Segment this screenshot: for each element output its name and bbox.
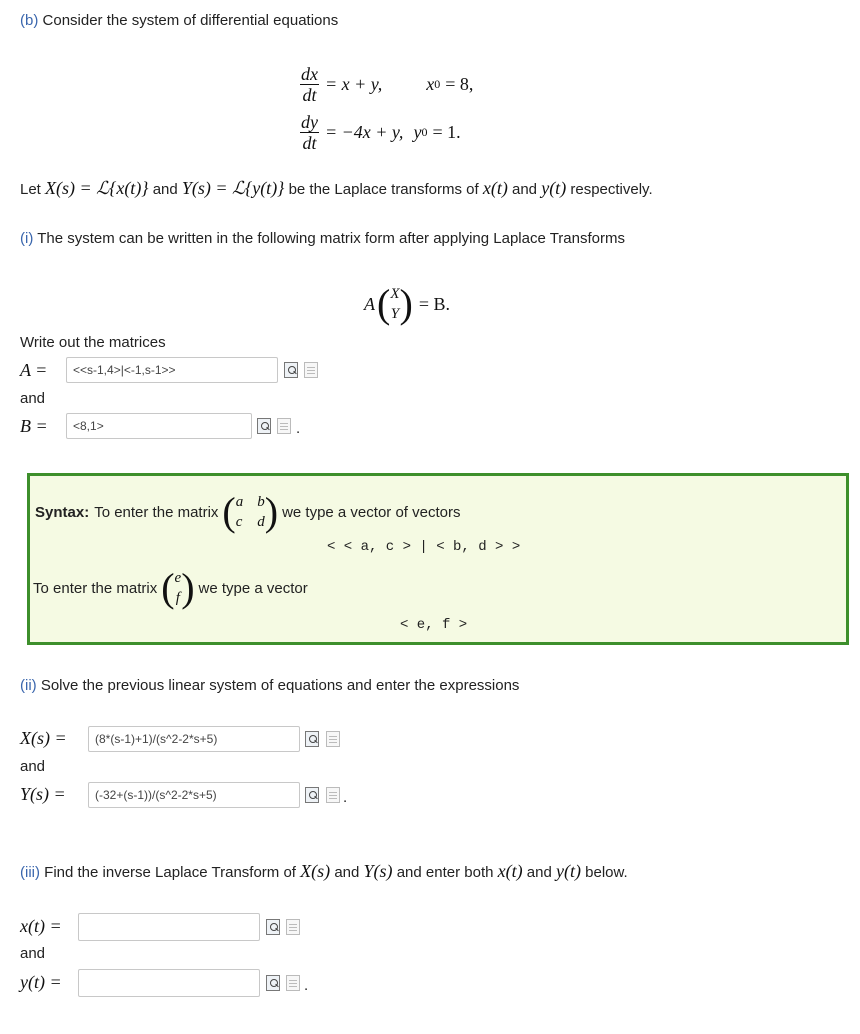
syntax-line1-after: we type a vector of vectors xyxy=(282,503,461,521)
part-iii-text-2: and xyxy=(334,864,360,881)
and-text-3: and xyxy=(20,945,46,962)
let-text-2: and xyxy=(152,181,178,198)
part-iii-label: (iii) xyxy=(20,864,40,881)
eq1-init-var: x xyxy=(426,73,435,94)
A-preview-icon[interactable] xyxy=(284,362,298,378)
yt-label: y(t) = xyxy=(20,972,62,992)
part-b-heading xyxy=(20,12,338,29)
eq2-init-var: y xyxy=(413,121,422,142)
let-text-3: be the Laplace transforms of xyxy=(288,181,479,198)
syntax-vector-lparen: ( xyxy=(161,565,175,610)
eq1-init-val: = 8, xyxy=(445,73,474,94)
Ys-label: Y(s) = xyxy=(20,784,66,804)
Ys-preview-icon[interactable] xyxy=(305,787,319,803)
let-math-x: x(t) xyxy=(482,178,508,198)
syntax-f: f xyxy=(175,590,180,606)
yt-help-icon[interactable] xyxy=(286,975,300,991)
eq2-rhs: = −4x + y, xyxy=(325,121,404,142)
syntax-d: d xyxy=(257,514,265,530)
Ys-input[interactable] xyxy=(88,782,300,808)
Xs-input[interactable] xyxy=(88,726,300,752)
part-iii-math-y: y(t) xyxy=(555,861,581,881)
syntax-code-vector: < e, f > xyxy=(400,617,468,633)
B-matrix-input[interactable] xyxy=(66,413,252,439)
xt-help-icon[interactable] xyxy=(286,919,300,935)
B-help-icon[interactable] xyxy=(277,418,291,434)
syntax-matrix-line xyxy=(35,484,460,540)
part-ii-text: Solve the previous linear system of equations and enter the expressions xyxy=(40,677,520,694)
let-text-4: and xyxy=(512,181,538,198)
xt-label: x(t) = xyxy=(20,916,62,936)
eq2-numerator: dy xyxy=(301,111,318,132)
matrix-eq-A: A xyxy=(364,293,375,314)
ode-eq2 xyxy=(300,108,461,156)
laplace-definition-line xyxy=(20,178,653,199)
Xs-preview-icon[interactable] xyxy=(305,731,319,747)
part-i-label: (i) xyxy=(20,230,34,247)
syntax-help-box xyxy=(27,473,849,645)
let-math-y: y(t) xyxy=(541,178,567,198)
Xs-label: X(s) = xyxy=(20,728,67,748)
let-math-Y: Y(s) = ℒ{y(t)} xyxy=(181,178,285,198)
eq2-init-val: = 1. xyxy=(432,121,461,142)
eq1-init-sub: 0 xyxy=(434,76,441,91)
ode-system xyxy=(300,60,580,156)
syntax-vector-rparen: ) xyxy=(181,565,195,610)
Ys-period: . xyxy=(343,789,348,806)
xt-input[interactable] xyxy=(78,913,260,941)
part-ii-label: (ii) xyxy=(20,677,37,694)
part-i-heading xyxy=(20,230,625,247)
matrix-eq-rhs: = B. xyxy=(418,293,450,314)
B-label: B = xyxy=(20,416,48,436)
part-iii-text-4: and xyxy=(526,864,552,881)
syntax-code-matrix: < < a, c > | < b, d > > xyxy=(327,539,521,555)
syntax-matrix-rparen: ) xyxy=(264,489,279,534)
A-matrix-input[interactable] xyxy=(66,357,278,383)
part-iii-text-1: Find the inverse Laplace Transform of xyxy=(44,864,296,881)
matrix-equation xyxy=(364,280,450,328)
A-label: A = xyxy=(20,360,48,380)
B-period: . xyxy=(296,420,301,437)
matrix-eq-vector xyxy=(390,284,399,324)
syntax-line2-after: we type a vector xyxy=(198,579,308,597)
Xs-help-icon[interactable] xyxy=(326,731,340,747)
part-iii-math-x: x(t) xyxy=(497,861,523,881)
syntax-line1-text: To enter the matrix xyxy=(94,503,219,521)
part-b-label: (b) xyxy=(20,12,39,29)
yt-preview-icon[interactable] xyxy=(266,975,280,991)
eq1-numerator: dx xyxy=(301,63,318,84)
syntax-matrix-lparen: ( xyxy=(222,489,236,534)
part-iii-math-X: X(s) xyxy=(300,861,331,881)
ode-eq1 xyxy=(300,60,473,108)
part-iii-math-Y: Y(s) xyxy=(363,861,393,881)
eq1-denominator: dt xyxy=(302,84,317,105)
matrix-eq-Y: Y xyxy=(390,306,400,322)
right-paren: ) xyxy=(399,281,413,326)
let-text-1: Let xyxy=(20,181,41,198)
and-text-1: and xyxy=(20,390,46,407)
part-i-text: The system can be written in the following matrix form after applying Laplace Transforms xyxy=(37,230,625,247)
part-b-text: Consider the system of differential equations xyxy=(42,12,339,29)
and-text-2: and xyxy=(20,758,46,775)
matrix-eq-X: X xyxy=(390,286,400,302)
syntax-b: b xyxy=(257,494,265,510)
write-matrices-text: Write out the matrices xyxy=(20,334,166,351)
Ys-help-icon[interactable] xyxy=(326,787,340,803)
let-math-X: X(s) = ℒ{x(t)} xyxy=(45,178,149,198)
let-text-5: respectively. xyxy=(570,181,653,198)
yt-period: . xyxy=(304,977,309,994)
syntax-matrix-example xyxy=(236,492,265,532)
eq2-denominator: dt xyxy=(302,132,317,153)
syntax-line2-text: To enter the matrix xyxy=(33,579,158,597)
A-help-icon[interactable] xyxy=(304,362,318,378)
syntax-e: e xyxy=(174,570,182,586)
eq2-init-sub: 0 xyxy=(421,124,428,139)
B-preview-icon[interactable] xyxy=(257,418,271,434)
eq1-rhs: = x + y, xyxy=(325,73,383,94)
syntax-vector-example xyxy=(175,568,182,608)
syntax-vector-line xyxy=(33,560,308,616)
syntax-a: a xyxy=(235,494,244,510)
syntax-c: c xyxy=(235,514,243,530)
part-iii-heading xyxy=(20,861,628,882)
syntax-bold-label: Syntax: xyxy=(35,503,90,521)
yt-input[interactable] xyxy=(78,969,260,997)
part-iii-text-3: and enter both xyxy=(396,864,494,881)
xt-preview-icon[interactable] xyxy=(266,919,280,935)
part-ii-heading xyxy=(20,677,519,694)
part-iii-text-5: below. xyxy=(585,864,628,881)
left-paren: ( xyxy=(377,281,391,326)
